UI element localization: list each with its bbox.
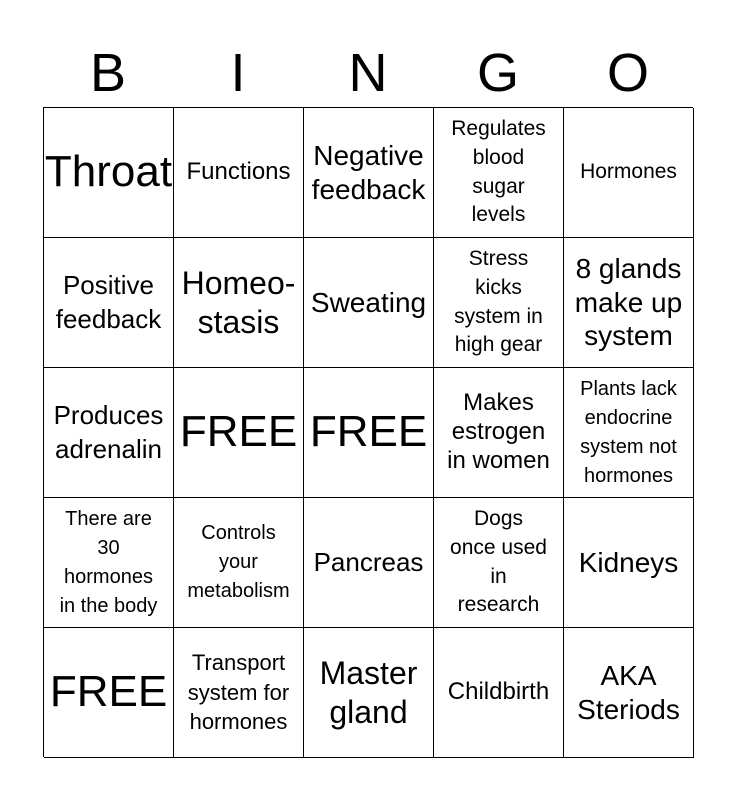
- bingo-board: [43, 107, 693, 757]
- bingo-cell free-space: FREE: [44, 628, 174, 758]
- bingo-cell: Functions: [174, 108, 304, 238]
- bingo-cell: Sweating: [304, 238, 434, 368]
- bingo-cell: Throat: [44, 108, 174, 238]
- bingo-cell: Plants lack endocrine system not hormones: [564, 368, 694, 498]
- bingo-cell: AKA Steriods: [564, 628, 694, 758]
- bingo-cell: Negative feedback: [304, 108, 434, 238]
- bingo-cell: Positive feedback: [44, 238, 174, 368]
- bingo-cell: Controls your metabolism: [174, 498, 304, 628]
- bingo-cell: There are 30 hormones in the body: [44, 498, 174, 628]
- bingo-header: [43, 40, 693, 106]
- bingo-cell free-space: FREE: [304, 368, 434, 498]
- bingo-cell: Regulates blood sugar levels: [434, 108, 564, 238]
- bingo-cell: Makes estrogen in women: [434, 368, 564, 498]
- header-letter-n: N: [348, 43, 388, 103]
- header-letter-o: O: [606, 43, 649, 103]
- bingo-cell: Homeo- stasis: [174, 238, 304, 368]
- bingo-cell free-space: FREE: [174, 368, 304, 498]
- bingo-cell: Dogs once used in research: [434, 498, 564, 628]
- bingo-cell: Kidneys: [564, 498, 694, 628]
- bingo-cell: Produces adrenalin: [44, 368, 174, 498]
- bingo-cell: 8 glands make up system: [564, 238, 694, 368]
- bingo-cell: Transport system for hormones: [174, 628, 304, 758]
- bingo-cell: Pancreas: [304, 498, 434, 628]
- header-letter-b: B: [89, 43, 127, 103]
- bingo-cell: Hormones: [564, 108, 694, 238]
- header-letter-i: I: [230, 43, 246, 103]
- header-letter-g: G: [476, 43, 519, 103]
- bingo-cell: Childbirth: [434, 628, 564, 758]
- bingo-cell: Stress kicks system in high gear: [434, 238, 564, 368]
- bingo-cell: Master gland: [304, 628, 434, 758]
